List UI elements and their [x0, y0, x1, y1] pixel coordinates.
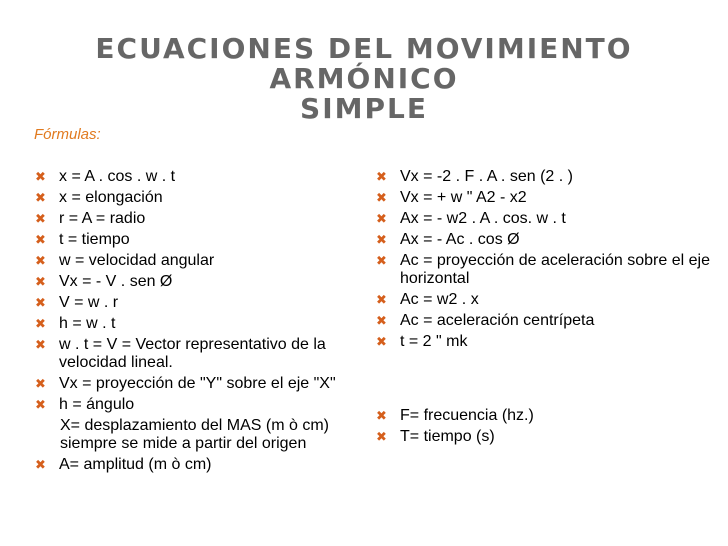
x-bullet-icon: ✖ [35, 397, 46, 412]
list-item [33, 252, 353, 270]
formulas-heading: Fórmulas: [34, 126, 101, 143]
list-item-text: V = w . r [59, 294, 119, 311]
list-item-text: T= tiempo (s) [400, 428, 495, 445]
x-bullet-icon: ✖ [376, 292, 387, 307]
list-item [374, 312, 714, 330]
spacer [374, 354, 714, 407]
list-item [374, 291, 714, 309]
list-item-text: Ax = - w2 . A . cos. w . t [400, 210, 566, 227]
left-column [33, 168, 353, 477]
slide-title-line-2: SIMPLE [300, 92, 428, 125]
x-bullet-icon: ✖ [35, 169, 46, 184]
list-item-text: h = w . t [59, 315, 116, 332]
list-item-text: r = A = radio [59, 210, 146, 227]
list-item [33, 231, 353, 249]
list-item [374, 252, 714, 288]
list-item [374, 407, 714, 425]
x-bullet-icon: ✖ [376, 253, 387, 268]
list-item [33, 315, 353, 333]
list-item-text: x = A . cos . w . t [59, 168, 176, 185]
slide-title [0, 34, 728, 124]
list-item-text: Vx = - V . sen Ø [59, 273, 173, 290]
list-item [374, 333, 714, 351]
x-bullet-icon: ✖ [376, 190, 387, 205]
list-item-text: Vx = proyección de "Y" sobre el eje "X" [59, 375, 336, 392]
list-item [33, 273, 353, 291]
x-bullet-icon: ✖ [35, 337, 46, 352]
list-item [374, 428, 714, 446]
list-item-text: t = 2 " mk [400, 333, 468, 350]
list-item-text: Vx = -2 . F . A . sen (2 . ) [400, 168, 573, 185]
list-item [33, 294, 353, 312]
x-bullet-icon: ✖ [35, 190, 46, 205]
right-column [374, 168, 714, 449]
list-item-text: x = elongación [59, 189, 163, 206]
x-bullet-icon: ✖ [35, 295, 46, 310]
list-item [33, 396, 353, 414]
list-item-text: t = tiempo [59, 231, 130, 248]
list-item [374, 168, 714, 186]
x-bullet-icon: ✖ [376, 211, 387, 226]
list-item [33, 456, 353, 474]
x-bullet-icon: ✖ [376, 429, 387, 444]
x-bullet-icon: ✖ [35, 211, 46, 226]
list-item [374, 210, 714, 228]
x-bullet-icon: ✖ [376, 334, 387, 349]
x-bullet-icon: ✖ [35, 457, 46, 472]
list-item-text: Ac = w2 . x [400, 291, 479, 308]
list-item-text: F= frecuencia (hz.) [400, 407, 534, 424]
displacement-note: X= desplazamiento del MAS (m ò cm) siempre se mide a partir del origen [60, 417, 329, 452]
list-item [33, 168, 353, 186]
list-item-text: w . t = V = Vector representativo de la velocidad lineal. [59, 336, 326, 371]
x-bullet-icon: ✖ [35, 316, 46, 331]
slide-title-line-1: ECUACIONES DEL MOVIMIENTO ARMÓNICO [95, 32, 633, 95]
x-bullet-icon: ✖ [376, 313, 387, 328]
list-item-text: Ax = - Ac . cos Ø [400, 231, 520, 248]
x-bullet-icon: ✖ [35, 274, 46, 289]
x-bullet-icon: ✖ [376, 169, 387, 184]
list-item [374, 231, 714, 249]
list-item [33, 189, 353, 207]
x-bullet-icon: ✖ [35, 376, 46, 391]
x-bullet-icon: ✖ [35, 232, 46, 247]
x-bullet-icon: ✖ [376, 232, 387, 247]
x-bullet-icon: ✖ [35, 253, 46, 268]
x-bullet-icon: ✖ [376, 408, 387, 423]
list-item-text: h = ángulo [59, 396, 135, 413]
list-item-text: A= amplitud (m ò cm) [59, 456, 212, 473]
list-item-text: Ac = aceleración centrípeta [400, 312, 595, 329]
list-item-text: w = velocidad angular [59, 252, 215, 269]
list-item [33, 375, 353, 393]
list-item-text: Vx = + w " A2 - x2 [400, 189, 527, 206]
list-item [33, 210, 353, 228]
list-item [33, 336, 353, 372]
list-item [374, 189, 714, 207]
list-item-text: Ac = proyección de aceleración sobre el eje horizontal [400, 252, 710, 287]
